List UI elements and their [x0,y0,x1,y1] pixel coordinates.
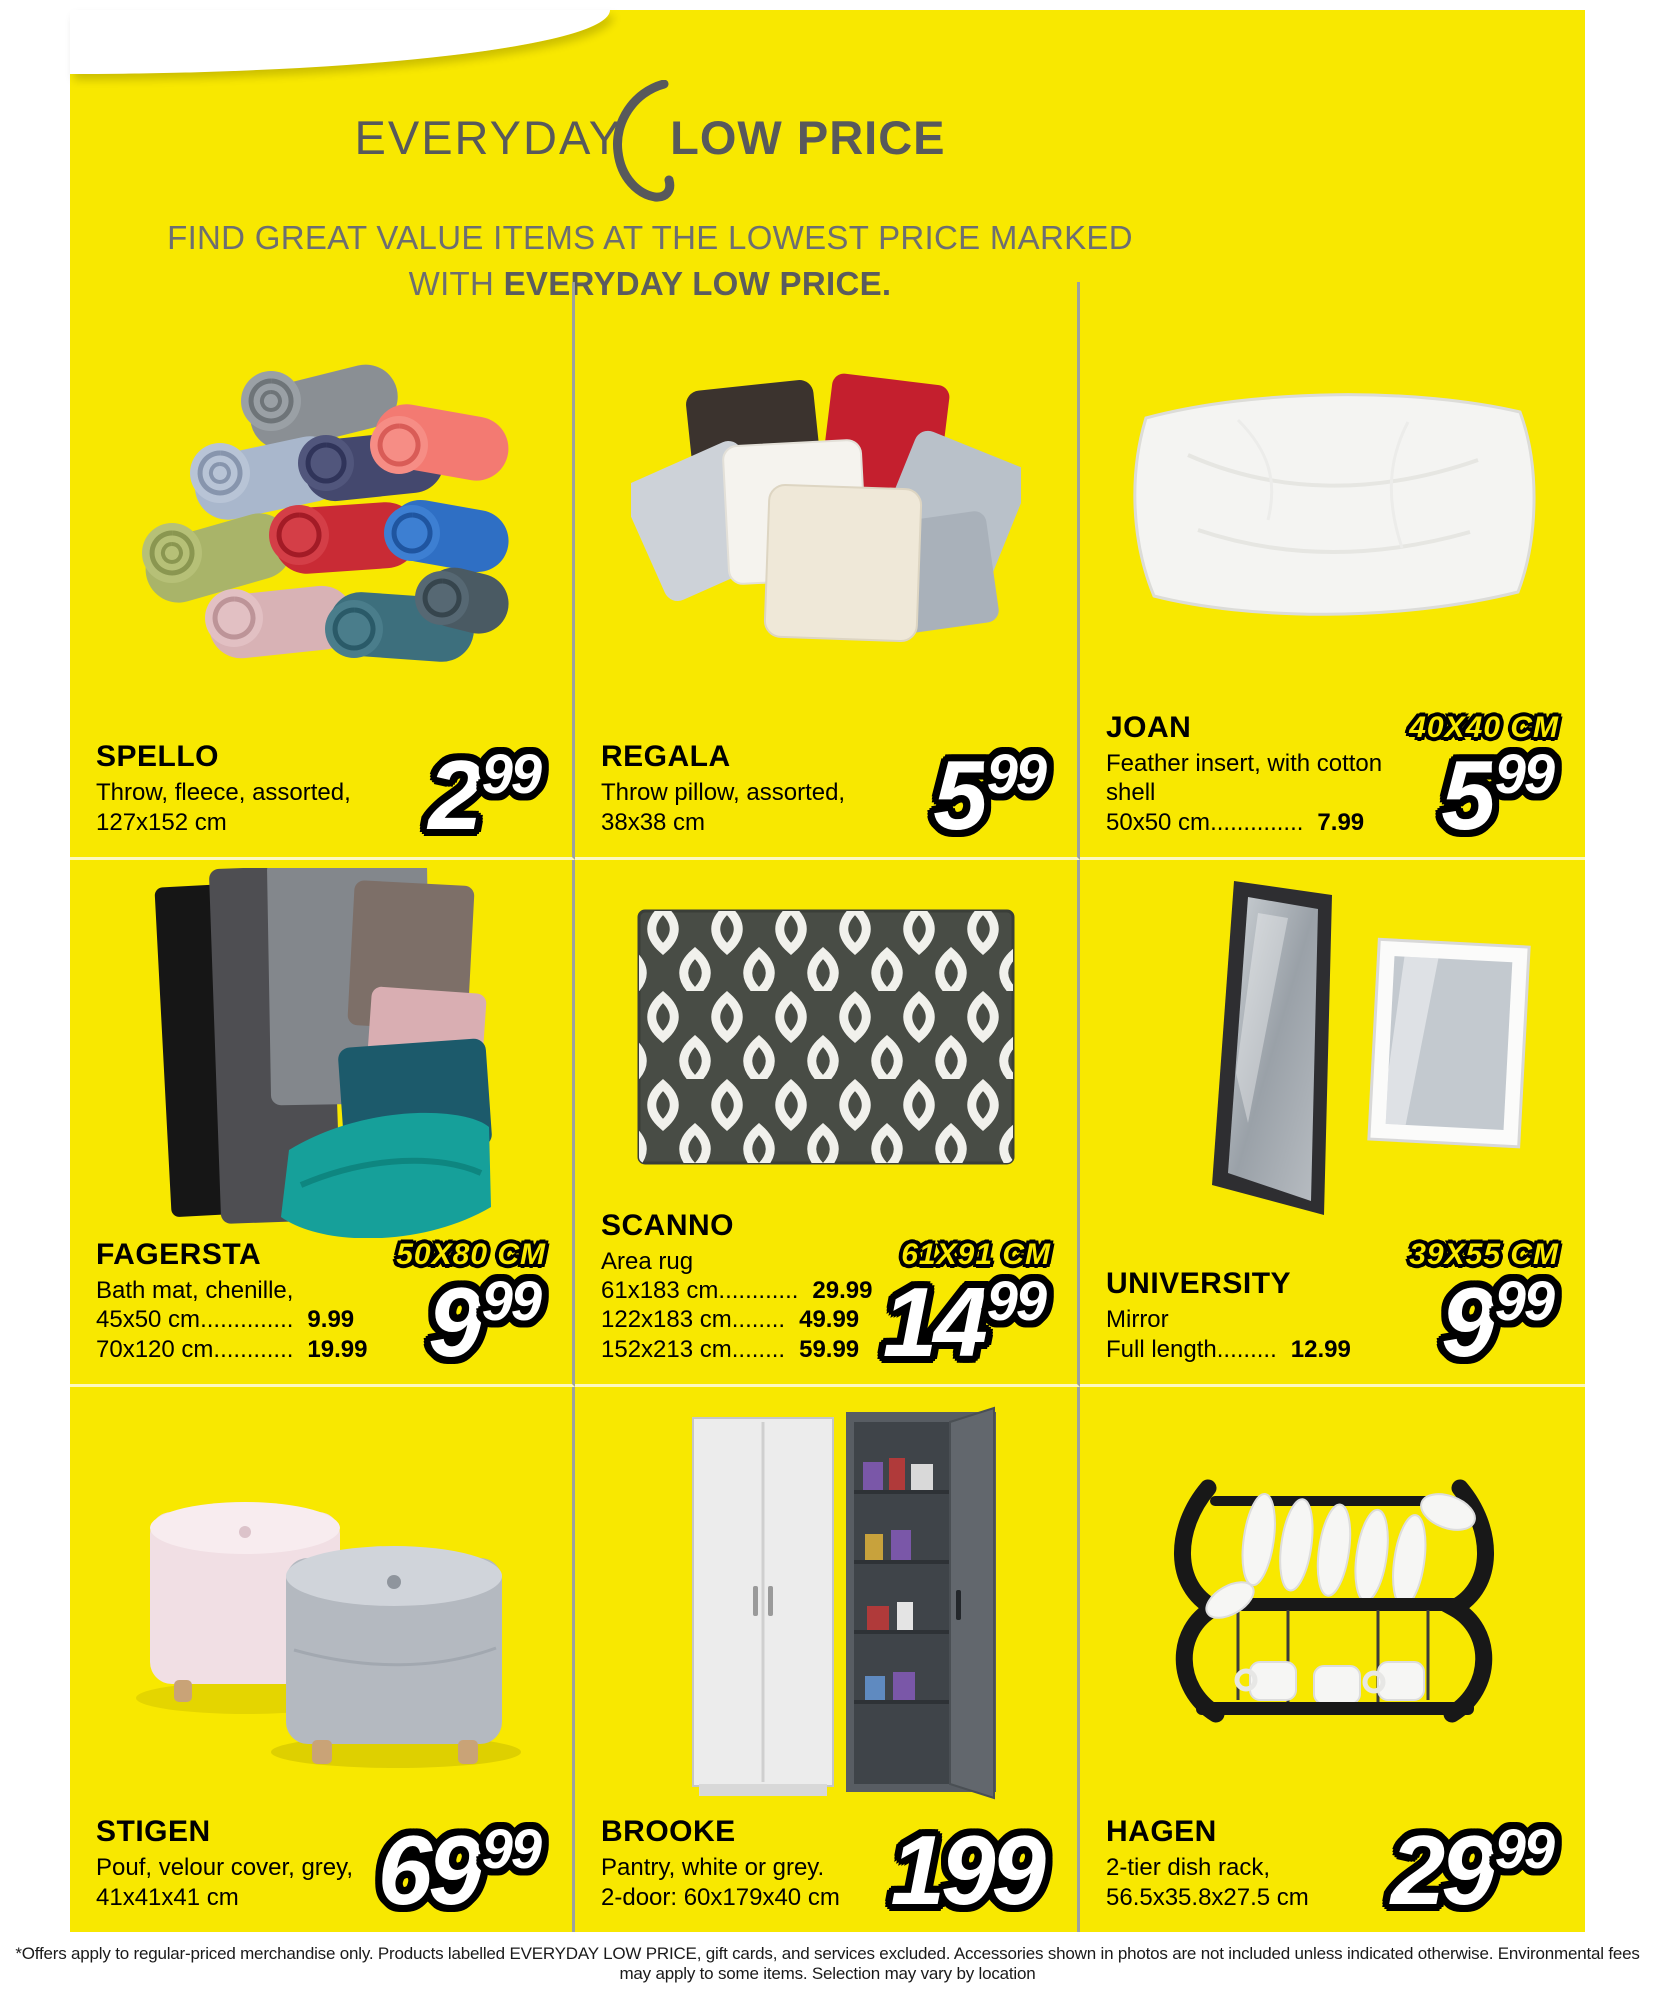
variant-price: 29.99 [812,1277,873,1305]
variant-price: 12.99 [1290,1335,1351,1363]
price-int: 199 [890,1814,1042,1925]
product-name: JOAN [1106,711,1192,745]
size-badge: 39X55 CM [1409,1237,1559,1271]
product-price [420,1266,546,1377]
variant-label: 152x213 cm [601,1335,732,1363]
product-desc: 127x152 cm [96,808,227,836]
price-int: 69 [377,1814,479,1925]
disclaimer-text: *Offers apply to regular-priced merchandise only. Products labelled EVERYDAY LOW PRICE, gift cards, and services excluded. Accessories shown in photos are not included unless indicated otherwise. Environmental fees may apply to some items. Selection may vary by location [15,1944,1640,1983]
variant-price: 9.99 [307,1306,355,1334]
spello-fleece-throws-image [96,290,546,740]
brooke-pantry-cabinets-image [601,1395,1051,1815]
size-badge: 61X91 CM [901,1237,1051,1271]
product-desc: Pantry, white or grey. [601,1854,825,1882]
tagline-line2-prefix: WITH [408,265,504,303]
product-desc: Pouf, velour cover, grey, [96,1854,354,1882]
variant-price: 7.99 [1317,808,1365,836]
price-int: 14 [882,1266,984,1377]
hagen-dish-rack-image [1106,1395,1559,1815]
flyer-page [70,10,1585,1932]
variant-label: Full length [1106,1335,1217,1363]
variant-price-row [1106,808,1382,837]
product-card-regala [575,282,1080,860]
product-price [1383,1814,1559,1925]
product-card-stigen [70,1387,575,1932]
size-badge: 40X40 CM [1409,710,1559,744]
product-desc: 56.5x35.8x27.5 cm [1106,1883,1309,1911]
logo-text-low-price: LOW PRICE [670,111,946,164]
product-card-fagersta [70,860,575,1387]
flyer-header [70,74,1230,307]
price-cents: 99 [481,1816,540,1880]
tagline-line2-bold: EVERYDAY LOW PRICE. [503,265,892,303]
variant-price-row [601,1305,867,1334]
product-card-hagen [1080,1387,1585,1932]
product-name: UNIVERSITY [1106,1267,1292,1301]
product-card-brooke [575,1387,1080,1932]
variant-price-row [601,1276,873,1305]
price-cents: 99 [986,1268,1045,1332]
price-int: 29 [1390,1814,1492,1925]
product-desc: Mirror [1106,1306,1169,1334]
fagersta-bath-mats-image [96,868,546,1238]
variant-price: 19.99 [307,1335,368,1363]
price-int: 5 [1441,739,1492,850]
product-price [925,739,1051,850]
product-desc: 2-door: 60x179x40 cm [601,1883,840,1911]
price-int: 9 [1441,1266,1492,1377]
variant-price-row [96,1335,367,1364]
university-mirrors-image [1106,868,1559,1238]
regala-throw-pillows-image [601,290,1051,740]
product-price [882,1814,1051,1925]
product-card-joan [1080,282,1585,860]
product-name: SPELLO [96,740,220,774]
product-price [1433,739,1559,850]
product-name: HAGEN [1106,1815,1217,1849]
price-cents: 99 [1494,1268,1553,1332]
dot-leaders: .............. [200,1306,294,1334]
variant-price-row [1106,1335,1351,1364]
dot-leaders: ........ [731,1306,786,1334]
product-name: REGALA [601,740,731,774]
variant-price: 49.99 [799,1306,860,1334]
dot-leaders: ........ [731,1335,786,1363]
product-card-scanno [575,860,1080,1387]
product-desc: 38x38 cm [601,808,706,836]
dot-leaders: ............ [213,1335,294,1363]
price-int: 5 [933,739,984,850]
price-int: 9 [428,1266,479,1377]
product-desc: Throw, fleece, assorted, [96,779,351,807]
price-cents: 99 [481,741,540,805]
product-desc: Feather insert, with cotton [1106,750,1383,778]
product-desc: Throw pillow, assorted, [601,779,846,807]
product-price [1433,1266,1559,1377]
price-int: 2 [428,739,479,850]
variant-price: 59.99 [799,1335,860,1363]
swoosh-ellipse-icon [608,80,678,207]
product-desc: Area rug [601,1247,694,1275]
product-grid [70,282,1585,1932]
scanno-area-rug-image [601,868,1051,1209]
size-badge: 50X80 CM [396,1237,546,1271]
variant-price-row [96,1305,367,1334]
product-desc: Bath mat, chenille, [96,1277,294,1305]
dot-leaders: ......... [1216,1335,1277,1363]
product-price [370,1814,546,1925]
product-name: SCANNO [601,1208,735,1242]
product-desc: 41x41x41 cm [96,1883,239,1911]
variant-label: 50x50 cm [1106,808,1211,836]
product-card-university [1080,860,1585,1387]
product-price [875,1266,1051,1377]
tagline-line1: FIND GREAT VALUE ITEMS AT THE LOWEST PRICE MARKED [167,219,1133,256]
dot-leaders: .............. [1210,808,1304,836]
stigen-poufs-image [96,1395,546,1815]
variant-label: 70x120 cm [96,1335,214,1363]
variant-label: 61x183 cm [601,1277,719,1305]
variant-label: 45x50 cm [96,1306,201,1334]
joan-feather-insert-image [1106,290,1559,711]
variant-price-row [601,1335,867,1364]
logo-text-everyday: EVERYDAY [354,111,623,164]
price-cents: 99 [986,741,1045,805]
product-name: FAGERSTA [96,1238,262,1272]
dot-leaders: ............ [718,1277,799,1305]
price-cents: 99 [481,1268,540,1332]
product-desc: shell [1106,779,1156,807]
everyday-low-price-logo [70,74,1230,201]
price-cents: 99 [1494,741,1553,805]
product-card-spello [70,282,575,860]
page-curl-corner [70,10,610,74]
variant-label: 122x183 cm [601,1306,732,1334]
product-name: STIGEN [96,1815,211,1849]
product-name: BROOKE [601,1815,736,1849]
product-desc: 2-tier dish rack, [1106,1854,1271,1882]
price-cents: 99 [1494,1816,1553,1880]
product-price [420,739,546,850]
